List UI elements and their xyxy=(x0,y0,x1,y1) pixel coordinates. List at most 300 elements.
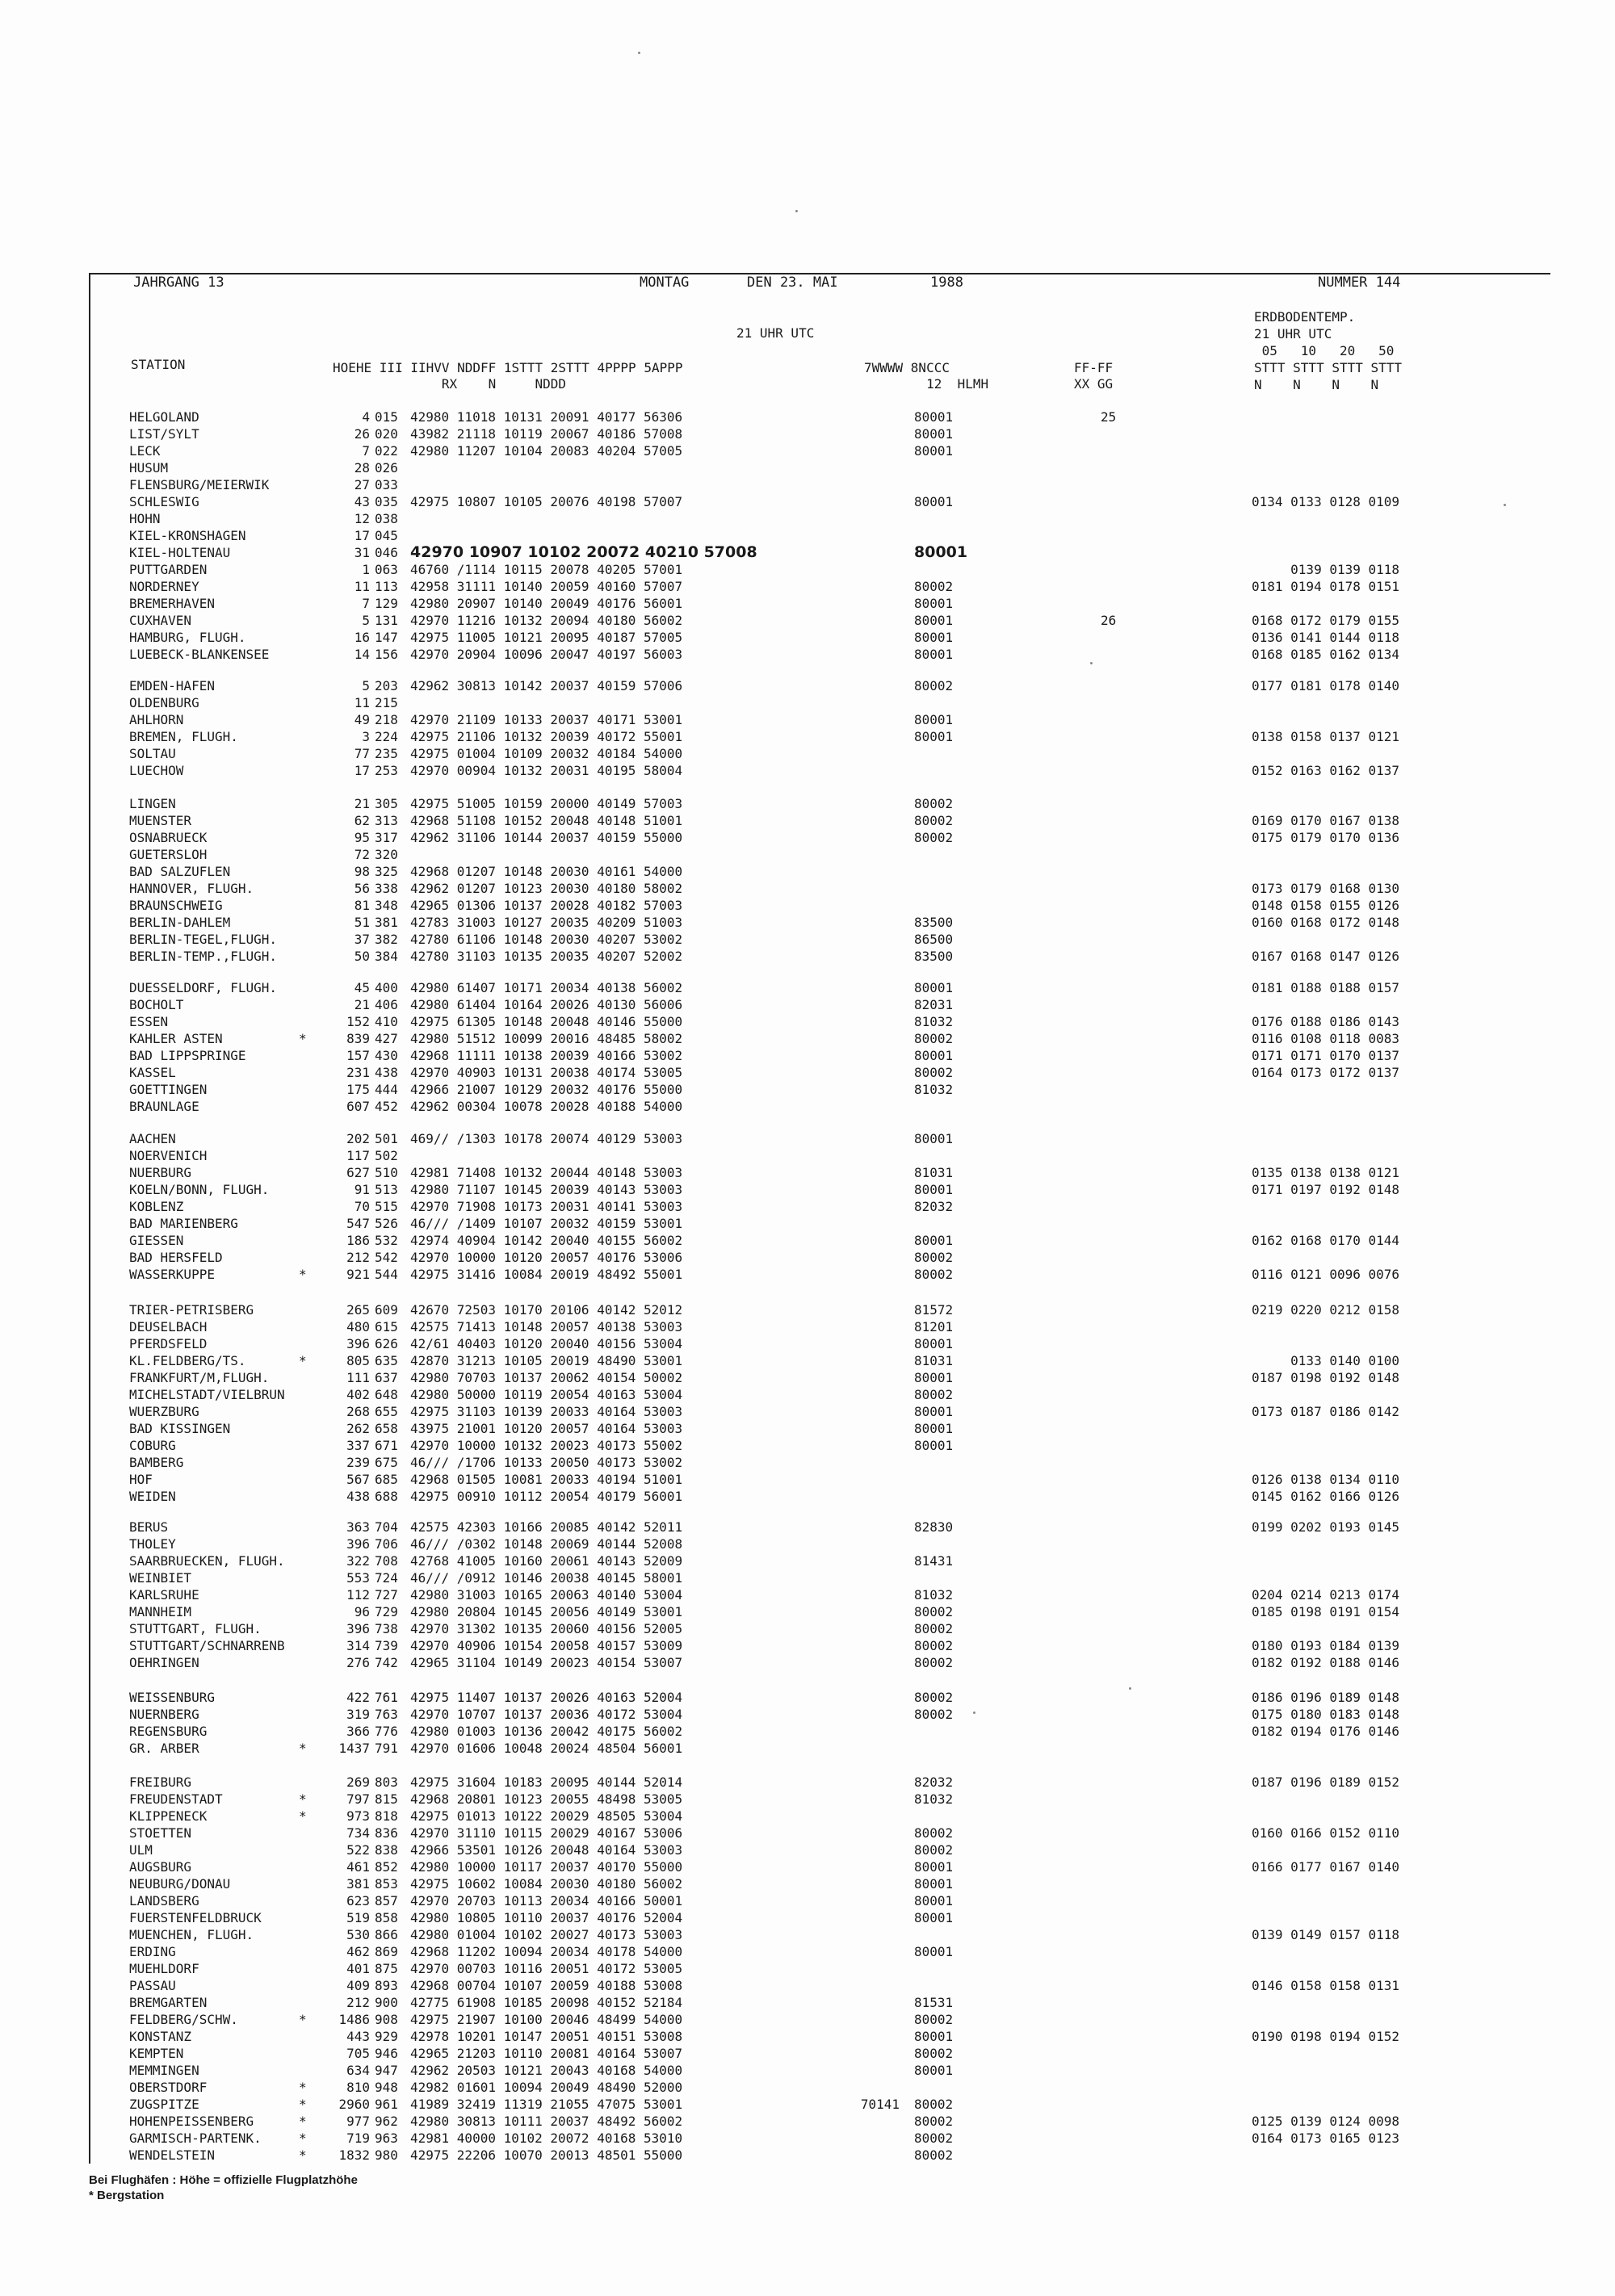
column-weather-sub: 12 HLMH xyxy=(864,376,989,392)
station-index: 609 xyxy=(375,1302,398,1318)
station-index: 729 xyxy=(375,1604,398,1619)
station-name: NOERVENICH xyxy=(129,1148,208,1163)
station-name: KASSEL xyxy=(129,1065,176,1080)
station-index: 427 xyxy=(375,1031,398,1046)
station-index: 946 xyxy=(375,2046,398,2061)
station-name: SOLTAU xyxy=(129,746,176,761)
cloud-group: 81032 xyxy=(914,1791,954,1807)
column-main: HOEHE III IIHVV NDDFF 1STTT 2STTT 4PPPP 5APPP xyxy=(333,360,683,375)
station-index: 532 xyxy=(375,1233,398,1248)
station-name: FUERSTENFELDBRUCK xyxy=(129,1910,262,1925)
station-name: BREMEN, FLUGH. xyxy=(129,729,238,744)
synop-groups: 42970 00703 10116 20051 40172 53005 xyxy=(410,1961,683,1976)
station-name: LINGEN xyxy=(129,796,176,811)
synop-groups: 42974 40904 10142 20040 40155 56002 xyxy=(410,1233,683,1248)
station-elevation: 112 xyxy=(346,1587,370,1603)
station-elevation: 17 xyxy=(354,763,370,778)
station-name: BRAUNSCHWEIG xyxy=(129,898,223,913)
station-index: 410 xyxy=(375,1014,398,1029)
synop-groups: 42970 20703 10113 20034 40166 50001 xyxy=(410,1893,683,1908)
station-index: 526 xyxy=(375,1216,398,1231)
footnote-airport: Bei Flughäfen : Höhe = offizielle Flugplatzhöhe xyxy=(89,2173,358,2187)
synop-groups: 42968 01207 10148 20030 40161 54000 xyxy=(410,864,683,879)
station-elevation: 623 xyxy=(346,1893,370,1908)
cloud-group: 80002 xyxy=(914,2147,954,2163)
station-elevation: 530 xyxy=(346,1927,370,1942)
station-name: KIEL-KRONSHAGEN xyxy=(129,528,246,543)
synop-groups: 42975 61305 10148 20048 40146 55000 xyxy=(410,1014,683,1029)
station-elevation: 72 xyxy=(354,847,370,862)
station-index: 338 xyxy=(375,881,398,896)
station-elevation: 21 xyxy=(354,796,370,811)
station-elevation: 17 xyxy=(354,528,370,543)
station-name: SCHLESWIG xyxy=(129,494,199,509)
station-index: 853 xyxy=(375,1876,398,1892)
station-elevation: 91 xyxy=(354,1182,370,1197)
soil-temperatures: 0182 0194 0176 0146 xyxy=(1252,1724,1400,1739)
station-elevation: 5 xyxy=(362,678,370,693)
station-name: LECK xyxy=(129,443,161,459)
synop-groups: 42980 61407 10171 20034 40138 56002 xyxy=(410,980,683,995)
mountain-marker: * xyxy=(299,2114,307,2129)
station-index: 875 xyxy=(375,1961,398,1976)
station-index: 253 xyxy=(375,763,398,778)
synop-groups: 42980 10000 10117 20037 40170 55000 xyxy=(410,1859,683,1875)
soil-temperatures: 0182 0192 0188 0146 xyxy=(1252,1655,1400,1670)
weather-group: 70141 xyxy=(860,2097,900,2112)
station-name: KONSTANZ xyxy=(129,2029,192,2044)
station-name: HUSUM xyxy=(129,460,169,476)
station-name: FRANKFURT/M,FLUGH. xyxy=(129,1370,270,1385)
soil-temperatures: 0171 0197 0192 0148 xyxy=(1252,1182,1400,1197)
station-name: BRAUNLAGE xyxy=(129,1099,199,1114)
station-index: 215 xyxy=(375,695,398,710)
station-name: AHLHORN xyxy=(129,712,184,727)
synop-groups: 42980 50000 10119 20054 40163 53004 xyxy=(410,1387,683,1402)
station-name: WEIDEN xyxy=(129,1489,176,1504)
soil-temperatures: 0136 0141 0144 0118 xyxy=(1252,630,1400,645)
station-elevation: 839 xyxy=(346,1031,370,1046)
station-index: 675 xyxy=(375,1455,398,1470)
station-name: OEHRINGEN xyxy=(129,1655,199,1670)
soil-temperatures: 0139 0149 0157 0118 xyxy=(1252,1927,1400,1942)
synop-groups: 42965 21203 10110 20081 40164 53007 xyxy=(410,2046,683,2061)
station-index: 502 xyxy=(375,1148,398,1163)
cloud-group: 80002 xyxy=(914,1638,954,1653)
station-index: 348 xyxy=(375,898,398,913)
synop-groups: 42575 42303 10166 20085 40142 52011 xyxy=(410,1519,683,1535)
cloud-group: 80001 xyxy=(914,443,954,459)
soil-temperatures: 0166 0177 0167 0140 xyxy=(1252,1859,1400,1875)
cloud-group: 80001 xyxy=(914,1404,954,1419)
cloud-group: 80001 xyxy=(914,1944,954,1959)
station-name: SAARBRUECKEN, FLUGH. xyxy=(129,1553,285,1569)
station-index: 381 xyxy=(375,915,398,930)
station-index: 203 xyxy=(375,678,398,693)
synop-groups: 42975 10807 10105 20076 40198 57007 xyxy=(410,494,683,509)
mountain-marker: * xyxy=(299,2097,307,2112)
observation-time: 21 UHR UTC xyxy=(736,325,815,341)
synop-groups: 42980 11018 10131 20091 40177 56306 xyxy=(410,409,683,425)
cloud-group: 80002 xyxy=(914,830,954,845)
station-index: 655 xyxy=(375,1404,398,1419)
station-name: GOETTINGEN xyxy=(129,1082,208,1097)
synop-groups: 42968 00704 10107 20059 40188 53008 xyxy=(410,1978,683,1993)
station-index: 218 xyxy=(375,712,398,727)
station-elevation: 797 xyxy=(346,1791,370,1807)
station-index: 510 xyxy=(375,1165,398,1180)
cloud-group: 83500 xyxy=(914,915,954,930)
station-elevation: 5 xyxy=(362,613,370,628)
synop-groups: 42970 40903 10131 20038 40174 53005 xyxy=(410,1065,683,1080)
synop-groups: 46/// /1706 10133 20050 40173 53002 xyxy=(410,1455,683,1470)
station-index: 026 xyxy=(375,460,398,476)
station-elevation: 314 xyxy=(346,1638,370,1653)
station-name: KAHLER ASTEN xyxy=(129,1031,223,1046)
soil-temperatures: 0187 0198 0192 0148 xyxy=(1252,1370,1400,1385)
station-index: 963 xyxy=(375,2131,398,2146)
synop-groups: 42980 10805 10110 20037 40176 52004 xyxy=(410,1910,683,1925)
soil-temperatures: 0219 0220 0212 0158 xyxy=(1252,1302,1400,1318)
synop-groups: 42970 31110 10115 20029 40167 53006 xyxy=(410,1825,683,1841)
station-name: HOHENPEISSENBERG xyxy=(129,2114,254,2129)
station-elevation: 438 xyxy=(346,1489,370,1504)
station-index: 658 xyxy=(375,1421,398,1436)
cloud-group: 80001 xyxy=(914,426,954,442)
soil-temp-depths: 05 10 20 50 xyxy=(1254,343,1395,358)
cloud-group: 80002 xyxy=(914,1387,954,1402)
station-name: NORDERNEY xyxy=(129,579,199,594)
station-name: AUGSBURG xyxy=(129,1859,192,1875)
soil-temperatures: 0181 0188 0188 0157 xyxy=(1252,980,1400,995)
station-index: 776 xyxy=(375,1724,398,1739)
station-index: 317 xyxy=(375,830,398,845)
gust-value: 26 xyxy=(1101,613,1117,628)
synop-groups: 42980 01004 10102 20027 40173 53003 xyxy=(410,1927,683,1942)
station-elevation: 7 xyxy=(362,443,370,459)
station-index: 869 xyxy=(375,1944,398,1959)
station-name: KIEL-HOLTENAU xyxy=(129,545,231,560)
station-name: BAD HERSFELD xyxy=(129,1250,223,1265)
cloud-group: 80001 xyxy=(914,2063,954,2078)
soil-temperatures: 0175 0179 0170 0136 xyxy=(1252,830,1400,845)
cloud-group: 80001 xyxy=(914,1876,954,1892)
station-elevation: 553 xyxy=(346,1570,370,1586)
station-elevation: 12 xyxy=(354,511,370,526)
station-elevation: 705 xyxy=(346,2046,370,2061)
synop-groups: 42970 40906 10154 20058 40157 53009 xyxy=(410,1638,683,1653)
mountain-marker: * xyxy=(299,1031,307,1046)
station-index: 147 xyxy=(375,630,398,645)
station-elevation: 1437 xyxy=(338,1741,370,1756)
synop-groups: 42981 40000 10102 20072 40168 53010 xyxy=(410,2131,683,2146)
mountain-marker: * xyxy=(299,2080,307,2095)
station-elevation: 186 xyxy=(346,1233,370,1248)
synop-groups: 42980 20907 10140 20049 40176 56001 xyxy=(410,596,683,611)
station-name: BOCHOLT xyxy=(129,997,184,1012)
cloud-group: 80002 xyxy=(914,813,954,828)
station-name: STUTTGART/SCHNARRENB xyxy=(129,1638,285,1653)
station-index: 063 xyxy=(375,562,398,577)
station-elevation: 212 xyxy=(346,1995,370,2010)
synop-groups: 42980 70703 10137 20062 40154 50002 xyxy=(410,1370,683,1385)
station-elevation: 26 xyxy=(354,426,370,442)
station-name: COBURG xyxy=(129,1438,176,1453)
synop-groups: 43975 21001 10120 20057 40164 53003 xyxy=(410,1421,683,1436)
cloud-group: 81031 xyxy=(914,1165,954,1180)
mountain-marker: * xyxy=(299,1791,307,1807)
station-name: NUERNBERG xyxy=(129,1707,199,1722)
column-weather: 7WWWW 8NCCC xyxy=(864,360,950,375)
station-elevation: 322 xyxy=(346,1553,370,1569)
station-index: 430 xyxy=(375,1048,398,1063)
station-name: GR. ARBER xyxy=(129,1741,199,1756)
cloud-group: 80002 xyxy=(914,1707,954,1722)
cloud-group: 80002 xyxy=(914,579,954,594)
station-elevation: 51 xyxy=(354,915,370,930)
synop-groups: 42768 41005 10160 20061 40143 52009 xyxy=(410,1553,683,1569)
station-name: REGENSBURG xyxy=(129,1724,208,1739)
station-elevation: 43 xyxy=(354,494,370,509)
cloud-group: 80002 xyxy=(914,2097,954,2112)
soil-temperatures: 0134 0133 0128 0109 xyxy=(1252,494,1400,509)
soil-temperatures: 0175 0180 0183 0148 xyxy=(1252,1707,1400,1722)
cloud-group: 80002 xyxy=(914,1604,954,1619)
station-index: 648 xyxy=(375,1387,398,1402)
soil-temperatures: 0145 0162 0166 0126 xyxy=(1252,1489,1400,1504)
mountain-marker: * xyxy=(299,2131,307,2146)
synop-groups: 42670 72503 10170 20106 40142 52012 xyxy=(410,1302,683,1318)
station-elevation: 268 xyxy=(346,1404,370,1419)
synop-groups: 46/// /0912 10146 20038 40145 58001 xyxy=(410,1570,683,1586)
station-index: 313 xyxy=(375,813,398,828)
station-elevation: 634 xyxy=(346,2063,370,2078)
station-elevation: 719 xyxy=(346,2131,370,2146)
mountain-marker: * xyxy=(299,2147,307,2163)
cloud-group: 80002 xyxy=(914,1065,954,1080)
synop-groups: 42970 21109 10133 20037 40171 53001 xyxy=(410,712,683,727)
station-elevation: 734 xyxy=(346,1825,370,1841)
station-name: HOHN xyxy=(129,511,161,526)
synop-groups: 42958 31111 10140 20059 40160 57007 xyxy=(410,579,683,594)
date: DEN 23. MAI xyxy=(747,274,838,291)
station-name: BAD KISSINGEN xyxy=(129,1421,231,1436)
station-index: 947 xyxy=(375,2063,398,2078)
synop-groups: 42962 00304 10078 20028 40188 54000 xyxy=(410,1099,683,1114)
station-index: 515 xyxy=(375,1199,398,1214)
station-name: WEINBIET xyxy=(129,1570,192,1586)
soil-temperatures: 0138 0158 0137 0121 xyxy=(1252,729,1400,744)
station-name: STUTTGART, FLUGH. xyxy=(129,1621,262,1636)
station-name: KOBLENZ xyxy=(129,1199,184,1214)
station-name: HAMBURG, FLUGH. xyxy=(129,630,246,645)
station-name: GIESSEN xyxy=(129,1233,184,1248)
soil-temperatures: 0164 0173 0165 0123 xyxy=(1252,2131,1400,2146)
synop-groups: 42783 31003 10127 20035 40209 51003 xyxy=(410,915,683,930)
station-index: 893 xyxy=(375,1978,398,1993)
station-index: 742 xyxy=(375,1655,398,1670)
station-index: 020 xyxy=(375,426,398,442)
station-elevation: 269 xyxy=(346,1774,370,1790)
synop-groups: 42980 30813 10111 20037 48492 56002 xyxy=(410,2114,683,2129)
station-elevation: 212 xyxy=(346,1250,370,1265)
station-name: FLENSBURG/MEIERWIK xyxy=(129,477,270,492)
cloud-group: 80001 xyxy=(914,1048,954,1063)
synop-groups: 42975 00910 10112 20054 40179 56001 xyxy=(410,1489,683,1504)
synop-groups: 42870 31213 10105 20019 48490 53001 xyxy=(410,1353,683,1368)
cloud-group: 80002 xyxy=(914,1267,954,1282)
synop-groups: 42962 01207 10123 20030 40180 58002 xyxy=(410,881,683,896)
volume-label: JAHRGANG 13 xyxy=(133,274,224,291)
station-name: EMDEN-HAFEN xyxy=(129,678,215,693)
station-elevation: 81 xyxy=(354,898,370,913)
station-index: 685 xyxy=(375,1472,398,1487)
synop-groups: 42975 31103 10139 20033 40164 53003 xyxy=(410,1404,683,1419)
cloud-group: 80001 xyxy=(914,630,954,645)
station-elevation: 21 xyxy=(354,997,370,1012)
station-name: MANNHEIM xyxy=(129,1604,192,1619)
cloud-group: 81531 xyxy=(914,1995,954,2010)
synop-groups: 42975 01013 10122 20029 48505 53004 xyxy=(410,1808,683,1824)
cloud-group: 80001 xyxy=(914,596,954,611)
station-elevation: 7 xyxy=(362,596,370,611)
station-index: 948 xyxy=(375,2080,398,2095)
synop-groups: 42965 01306 10137 20028 40182 57003 xyxy=(410,898,683,913)
station-name: GUETERSLOH xyxy=(129,847,208,862)
soil-temperatures: 0190 0198 0194 0152 xyxy=(1252,2029,1400,2044)
synop-groups: 42965 31104 10149 20023 40154 53007 xyxy=(410,1655,683,1670)
station-name: TRIER-PETRISBERG xyxy=(129,1302,254,1318)
station-elevation: 231 xyxy=(346,1065,370,1080)
station-index: 929 xyxy=(375,2029,398,2044)
station-elevation: 14 xyxy=(354,647,370,662)
cloud-group: 80001 xyxy=(914,409,954,425)
station-name: BREMGARTEN xyxy=(129,1995,208,2010)
station-elevation: 381 xyxy=(346,1876,370,1892)
mountain-marker: * xyxy=(299,1267,307,1282)
station-name: ZUGSPITZE xyxy=(129,2097,199,2112)
cloud-group: 80002 xyxy=(914,2046,954,2061)
cloud-group: 80002 xyxy=(914,1655,954,1670)
synop-groups: 42780 61106 10148 20030 40207 53002 xyxy=(410,932,683,947)
synop-groups: 42962 20503 10121 20043 40168 54000 xyxy=(410,2063,683,2078)
station-index: 400 xyxy=(375,980,398,995)
station-name: MUENCHEN, FLUGH. xyxy=(129,1927,254,1942)
station-elevation: 1 xyxy=(362,562,370,577)
cloud-group: 80001 xyxy=(914,712,954,727)
station-elevation: 977 xyxy=(346,2114,370,2129)
soil-temp-sub: N N N N xyxy=(1254,377,1379,392)
synop-groups: 42970 00904 10132 20031 40195 58004 xyxy=(410,763,683,778)
station-index: 129 xyxy=(375,596,398,611)
cloud-group: 80002 xyxy=(914,796,954,811)
station-index: 836 xyxy=(375,1825,398,1841)
station-name: AACHEN xyxy=(129,1131,176,1146)
synop-groups: 42975 31604 10183 20095 40144 52014 xyxy=(410,1774,683,1790)
soil-temperatures: 0116 0121 0096 0076 xyxy=(1252,1267,1400,1282)
station-index: 542 xyxy=(375,1250,398,1265)
station-index: 224 xyxy=(375,729,398,744)
soil-temperatures: 0146 0158 0158 0131 xyxy=(1252,1978,1400,1993)
station-elevation: 276 xyxy=(346,1655,370,1670)
soil-temp-time: 21 UHR UTC xyxy=(1254,326,1332,341)
station-name: HANNOVER, FLUGH. xyxy=(129,881,254,896)
synop-groups: 41989 32419 11319 21055 47075 53001 xyxy=(410,2097,683,2112)
synop-groups: 42980 71107 10145 20039 40143 53003 xyxy=(410,1182,683,1197)
station-name: CUXHAVEN xyxy=(129,613,192,628)
soil-temperatures: 0187 0196 0189 0152 xyxy=(1252,1774,1400,1790)
station-index: 637 xyxy=(375,1370,398,1385)
station-elevation: 239 xyxy=(346,1455,370,1470)
synop-groups: 46/// /0302 10148 20069 40144 52008 xyxy=(410,1536,683,1552)
station-elevation: 422 xyxy=(346,1690,370,1705)
station-elevation: 461 xyxy=(346,1859,370,1875)
station-elevation: 973 xyxy=(346,1808,370,1824)
issue-number: NUMMER 144 xyxy=(1318,274,1401,291)
station-elevation: 443 xyxy=(346,2029,370,2044)
station-index: 038 xyxy=(375,511,398,526)
synop-groups: 42970 10907 10102 20072 40210 57008 xyxy=(410,543,757,561)
station-index: 838 xyxy=(375,1842,398,1858)
station-name: PUTTGARDEN xyxy=(129,562,208,577)
station-name: KL.FELDBERG/TS. xyxy=(129,1353,246,1368)
station-name: MUENSTER xyxy=(129,813,192,828)
station-elevation: 62 xyxy=(354,813,370,828)
station-elevation: 366 xyxy=(346,1724,370,1739)
station-elevation: 567 xyxy=(346,1472,370,1487)
station-name: NUERBURG xyxy=(129,1165,192,1180)
station-index: 033 xyxy=(375,477,398,492)
station-name: STOETTEN xyxy=(129,1825,192,1841)
station-index: 858 xyxy=(375,1910,398,1925)
soil-temperatures: 0133 0140 0100 xyxy=(1252,1353,1400,1368)
station-elevation: 805 xyxy=(346,1353,370,1368)
station-elevation: 202 xyxy=(346,1131,370,1146)
soil-temperatures: 0164 0173 0172 0137 xyxy=(1252,1065,1400,1080)
station-elevation: 175 xyxy=(346,1082,370,1097)
synop-groups: 42970 10707 10137 20036 40172 53004 xyxy=(410,1707,683,1722)
cloud-group: 83500 xyxy=(914,949,954,964)
station-name: HELGOLAND xyxy=(129,409,199,425)
station-elevation: 319 xyxy=(346,1707,370,1722)
station-elevation: 3 xyxy=(362,729,370,744)
station-elevation: 28 xyxy=(354,460,370,476)
station-index: 980 xyxy=(375,2147,398,2163)
cloud-group: 80002 xyxy=(914,1031,954,1046)
station-index: 045 xyxy=(375,528,398,543)
synop-groups: 42575 71413 10148 20057 40138 53003 xyxy=(410,1319,683,1334)
synop-groups: 43982 21118 10119 20067 40186 57008 xyxy=(410,426,683,442)
station-index: 320 xyxy=(375,847,398,862)
station-elevation: 95 xyxy=(354,830,370,845)
cloud-group: 80001 xyxy=(914,1336,954,1351)
station-index: 406 xyxy=(375,997,398,1012)
synop-groups: 42975 01004 10109 20032 40184 54000 xyxy=(410,746,683,761)
cloud-group: 82032 xyxy=(914,1199,954,1214)
station-index: 615 xyxy=(375,1319,398,1334)
station-name: DUESSELDORF, FLUGH. xyxy=(129,980,278,995)
cloud-group: 80001 xyxy=(914,494,954,509)
station-name: WASSERKUPPE xyxy=(129,1267,215,1282)
soil-temperatures: 0160 0166 0152 0110 xyxy=(1252,1825,1400,1841)
synop-groups: 42975 21907 10100 20046 48499 54000 xyxy=(410,2012,683,2027)
column-wind: FF-FF xyxy=(1074,360,1114,375)
station-index: 113 xyxy=(375,579,398,594)
station-index: 544 xyxy=(375,1267,398,1282)
station-elevation: 480 xyxy=(346,1319,370,1334)
station-index: 866 xyxy=(375,1927,398,1942)
soil-temperatures: 0139 0139 0118 xyxy=(1252,562,1400,577)
